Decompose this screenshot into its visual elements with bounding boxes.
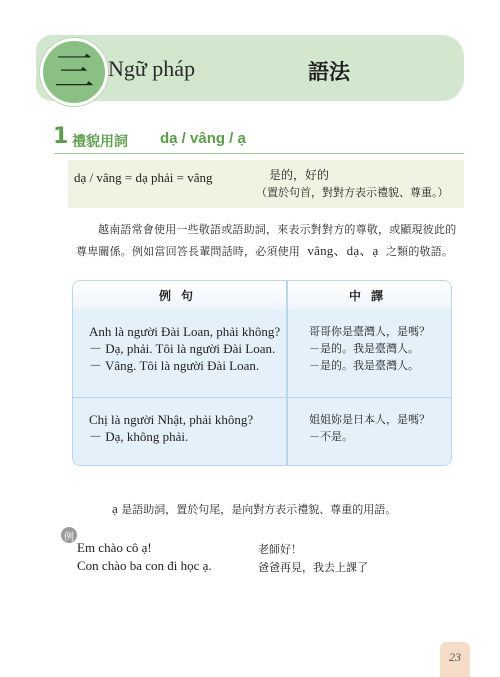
row-1-chinese: 哥哥你是臺灣人，是嗎？ －是的。我是臺灣人。 －是的。我是臺灣人。: [309, 325, 430, 372]
row-1-vietnamese: Anh là người Đài Loan, phải không? － Dạ, phải. Tôi là người Đài Loan. － Vâng. Tôi là người Đài Loan.: [89, 324, 281, 373]
particle-note: [112, 501, 396, 517]
example-badge: 例: [61, 527, 77, 543]
column-divider: [286, 281, 288, 465]
lesson-number: 三: [54, 49, 94, 95]
section-divider: [54, 153, 464, 154]
example-table: [72, 280, 452, 466]
row-2-vietnamese: Chị là người Nhật, phải không? － Dạ, không phải.: [89, 412, 254, 444]
table-header: [73, 281, 451, 310]
paragraph-line-2-post: 之類的敬語。: [385, 245, 454, 258]
header-example-sentences: 例句: [159, 289, 204, 303]
paragraph-line-2: [76, 240, 464, 262]
example-2-chinese: 爸爸再見，我去上課了: [258, 561, 368, 574]
paragraph-line-1: 越南語常會使用一些敬語或語助詞，來表示對對方的尊敬，或顯現彼此的: [98, 223, 457, 236]
explanation-paragraph: [76, 219, 464, 262]
section-title-chinese: 禮貌用詞: [72, 134, 128, 150]
particle-note-text: 是語助詞，置於句尾，是向對方表示禮貌、尊重的用語。: [121, 503, 397, 516]
formula-equation: dạ / vâng = dạ phải = vâng: [74, 170, 213, 185]
table-row: [73, 398, 451, 465]
banner-title-chinese: 語法: [308, 60, 350, 84]
example-2-vietnamese: Con chào ba con đi học ạ.: [77, 558, 212, 573]
paragraph-line-2-pre: 尊卑關係。例如當回答長輩問話時，必須使用: [76, 245, 300, 258]
section-title-vietnamese: dạ / vâng / ạ: [160, 130, 246, 147]
example-1-chinese: 老師好！: [258, 543, 302, 556]
header-chinese-translation: 中譯: [349, 289, 394, 303]
honorific-words: vâng、dạ、ạ: [307, 243, 379, 258]
particle-word: ạ: [112, 501, 118, 516]
page-number: 23: [440, 642, 470, 677]
banner-title-vietnamese: Ngữ pháp: [108, 56, 196, 81]
row-2-chinese: 姐姐妳是日本人，是嗎？ －不是。: [309, 413, 430, 443]
formula-note: （置於句首，對對方表示禮貌、尊重。）: [256, 186, 449, 199]
formula-meaning: 是的，好的: [269, 168, 330, 182]
table-row: [73, 309, 451, 398]
section-number: 1: [53, 124, 69, 149]
lesson-number-badge: [40, 38, 108, 106]
example-1-vietnamese: Em chào cô ạ!: [77, 540, 152, 555]
